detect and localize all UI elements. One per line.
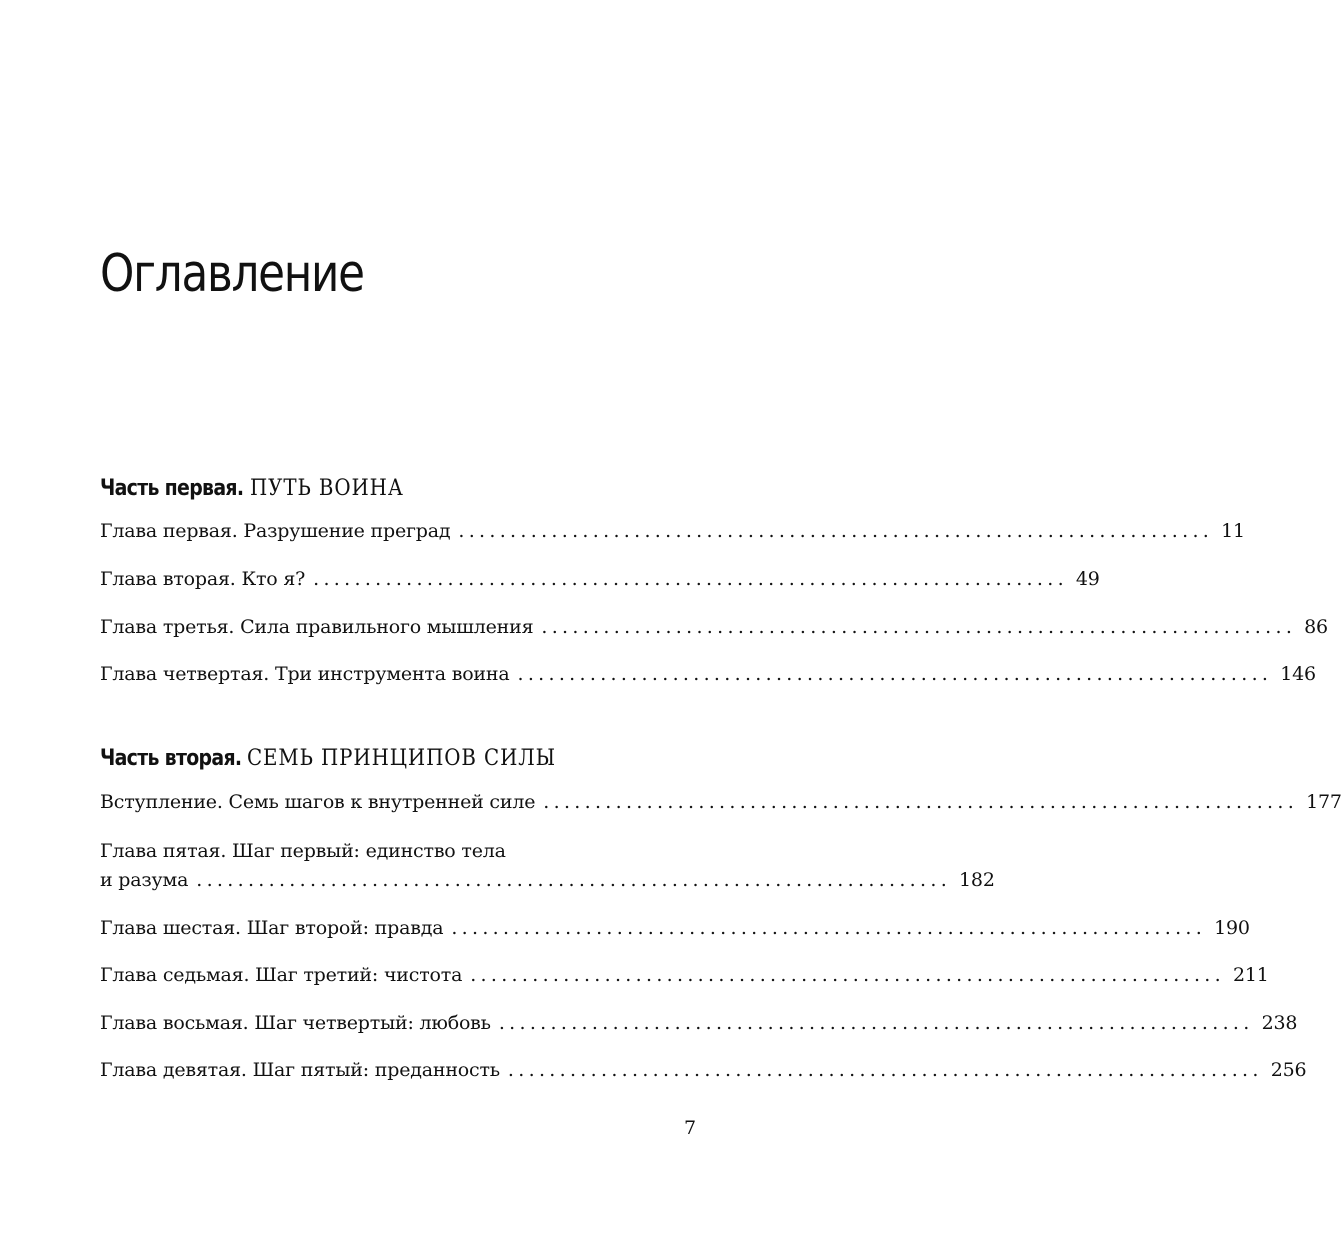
toc-entry[interactable] — [100, 837, 995, 895]
toc-entry[interactable] — [100, 517, 1245, 546]
entry-page-number: 49 — [1075, 568, 1100, 590]
dot-leader: ......................................................................... — [541, 616, 1297, 638]
part-name: ПУТЬ ВОИНА — [249, 476, 404, 501]
entry-title: Глава вторая. Кто я? — [100, 568, 306, 590]
toc-entry[interactable] — [100, 613, 1328, 642]
entry-page-number: 146 — [1280, 663, 1316, 685]
toc-entry[interactable] — [100, 1009, 1298, 1038]
part-label: Часть первая. — [100, 476, 244, 501]
part-label: Часть вторая. — [100, 746, 242, 771]
page-number: 7 — [684, 1117, 697, 1139]
toc-entry[interactable] — [100, 914, 1250, 943]
part-name: СЕМЬ ПРИНЦИПОВ СИЛЫ — [247, 746, 557, 771]
entry-title: Глава восьмая. Шаг четвертый: любовь — [100, 1012, 491, 1034]
entry-page-number: 11 — [1221, 520, 1245, 542]
toc-entry[interactable] — [100, 961, 1269, 990]
entry-title: Глава шестая. Шаг второй: правда — [100, 917, 444, 939]
toc-entry[interactable] — [100, 660, 1316, 689]
entry-title: Вступление. Семь шагов к внутренней силе — [100, 791, 536, 813]
dot-leader: ......................................................................... — [451, 917, 1207, 939]
entry-title: Глава седьмая. Шаг третий: чистота — [100, 964, 463, 986]
dot-leader: ......................................................................... — [458, 520, 1214, 542]
dot-leader: ......................................................................... — [543, 791, 1299, 813]
dot-leader: ......................................................................... — [517, 663, 1273, 685]
entry-title: Глава первая. Разрушение преград — [100, 520, 451, 542]
entry-page-number: 190 — [1214, 917, 1250, 939]
entry-page-number: 211 — [1233, 964, 1269, 986]
entry-page-number: 256 — [1270, 1059, 1307, 1081]
entry-page-number: 177 — [1306, 791, 1342, 813]
entry-page-number: 238 — [1261, 1012, 1298, 1034]
entry-title: Глава девятая. Шаг пятый: преданность — [100, 1059, 500, 1081]
dot-leader: ......................................................................... — [470, 964, 1225, 986]
toc-entry[interactable] — [100, 1056, 1307, 1085]
entry-page-number: 182 — [959, 869, 995, 891]
toc-entry[interactable] — [100, 788, 1342, 817]
dot-leader: ......................................................................... — [507, 1059, 1263, 1081]
entry-title-line-2: и разума — [100, 869, 189, 891]
dot-leader: ......................................................................... — [313, 568, 1068, 590]
entry-title: Глава третья. Сила правильного мышления — [100, 616, 534, 638]
part-heading-first — [100, 478, 421, 500]
entry-title: Глава четвертая. Три инструмента воина — [100, 663, 510, 685]
dot-leader: ......................................................................... — [196, 869, 952, 891]
toc-entry[interactable] — [100, 565, 1100, 594]
page-title: Оглавление — [100, 244, 364, 304]
part-heading-second — [100, 748, 591, 770]
entry-title-line-1: Глава пятая. Шаг первый: единство тела — [100, 840, 506, 862]
dot-leader: ......................................................................... — [498, 1012, 1254, 1034]
entry-page-number: 86 — [1304, 616, 1328, 638]
